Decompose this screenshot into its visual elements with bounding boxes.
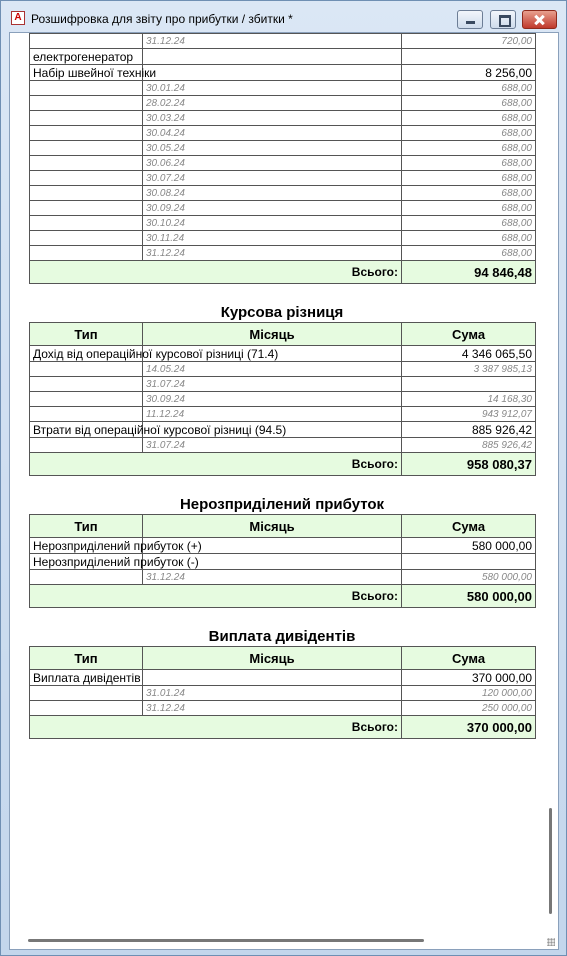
amount-cell: 580 000,00 <box>402 538 536 554</box>
vertical-scrollbar[interactable] <box>545 33 558 933</box>
column-header-amount: Сума <box>402 323 536 346</box>
amount-cell: 370 000,00 <box>402 670 536 686</box>
window-title: Розшифровка для звіту про прибутки / збитки * <box>31 12 293 26</box>
table-detail-row[interactable] <box>30 246 536 261</box>
type-cell <box>30 96 143 111</box>
table-detail-row[interactable] <box>30 231 536 246</box>
amount-cell: 8 256,00 <box>402 65 536 81</box>
total-label: Всього: <box>30 453 402 476</box>
report-content <box>10 33 542 933</box>
table-row[interactable] <box>30 538 536 554</box>
amount-cell <box>402 377 536 392</box>
total-row <box>30 585 536 608</box>
amount-cell: 688,00 <box>402 201 536 216</box>
type-cell <box>30 686 143 701</box>
type-cell <box>30 570 143 585</box>
table-header-row <box>30 647 536 670</box>
month-cell: 30.10.24 <box>143 216 402 231</box>
amount-cell: 688,00 <box>402 246 536 261</box>
amount-cell <box>402 49 536 65</box>
amount-cell: 688,00 <box>402 156 536 171</box>
month-cell: 30.11.24 <box>143 231 402 246</box>
type-cell <box>30 171 143 186</box>
month-cell: 30.05.24 <box>143 141 402 156</box>
amount-cell: 688,00 <box>402 111 536 126</box>
report-viewport <box>9 32 559 950</box>
month-cell: 30.03.24 <box>143 111 402 126</box>
type-cell: Виплата дивідентів <box>30 670 143 686</box>
column-header-month: Місяць <box>143 647 402 670</box>
month-cell: 14.05.24 <box>143 362 402 377</box>
total-label: Всього: <box>30 585 402 608</box>
type-cell <box>30 186 143 201</box>
type-cell <box>30 111 143 126</box>
total-row <box>30 453 536 476</box>
amount-cell: 14 168,30 <box>402 392 536 407</box>
amount-cell: 688,00 <box>402 171 536 186</box>
minimize-button[interactable] <box>457 10 483 29</box>
table-detail-row[interactable] <box>30 111 536 126</box>
month-cell: 31.01.24 <box>143 686 402 701</box>
app-report-icon: A <box>11 11 25 25</box>
depreciation-table <box>29 33 536 284</box>
amount-cell <box>402 554 536 570</box>
month-cell: 31.12.24 <box>143 34 402 49</box>
horizontal-scrollbar[interactable] <box>10 933 542 949</box>
amount-cell: 688,00 <box>402 96 536 111</box>
table-row[interactable] <box>30 346 536 362</box>
month-cell: 30.07.24 <box>143 171 402 186</box>
column-header-month: Місяць <box>143 515 402 538</box>
vertical-scroll-thumb[interactable] <box>549 808 552 914</box>
total-amount: 958 080,37 <box>402 453 536 476</box>
type-cell: Втрати від операційної курсової різниці (94.5) <box>30 422 143 438</box>
horizontal-scroll-thumb[interactable] <box>28 939 424 942</box>
type-cell <box>30 438 143 453</box>
total-amount: 94 846,48 <box>402 261 536 284</box>
total-label: Всього: <box>30 261 402 284</box>
table-detail-row[interactable] <box>30 407 536 422</box>
amount-cell: 688,00 <box>402 186 536 201</box>
type-cell <box>30 407 143 422</box>
month-cell <box>143 49 402 65</box>
amount-cell: 250 000,00 <box>402 701 536 716</box>
close-button[interactable] <box>522 10 557 29</box>
amount-cell: 688,00 <box>402 81 536 96</box>
maximize-button[interactable] <box>490 10 516 29</box>
table-detail-row[interactable] <box>30 96 536 111</box>
month-cell: 31.12.24 <box>143 246 402 261</box>
amount-cell: 943 912,07 <box>402 407 536 422</box>
amount-cell: 885 926,42 <box>402 438 536 453</box>
table-detail-row[interactable] <box>30 126 536 141</box>
amount-cell: 720,00 <box>402 34 536 49</box>
month-cell <box>143 65 402 81</box>
table-detail-row[interactable] <box>30 362 536 377</box>
column-header-amount: Сума <box>402 515 536 538</box>
type-cell <box>30 392 143 407</box>
type-cell <box>30 362 143 377</box>
month-cell: 30.04.24 <box>143 126 402 141</box>
type-cell: Дохід від операційної курсової різниці (71.4) <box>30 346 143 362</box>
title-bar[interactable] <box>1 1 566 31</box>
exchange-difference-table <box>29 322 536 476</box>
month-cell: 31.07.24 <box>143 377 402 392</box>
column-header-type: Тип <box>30 323 143 346</box>
type-cell: Нерозприділений прибуток (+) <box>30 538 143 554</box>
type-cell <box>30 156 143 171</box>
amount-cell: 3 387 985,13 <box>402 362 536 377</box>
type-cell <box>30 34 143 49</box>
retained-earnings-table <box>29 514 536 608</box>
type-cell <box>30 216 143 231</box>
type-cell <box>30 231 143 246</box>
section-title: Нерозприділений прибуток <box>179 496 385 513</box>
table-detail-row[interactable] <box>30 201 536 216</box>
table-detail-row[interactable] <box>30 156 536 171</box>
type-cell <box>30 377 143 392</box>
table-row[interactable] <box>30 670 536 686</box>
month-cell: 30.01.24 <box>143 81 402 96</box>
table-row[interactable] <box>30 65 536 81</box>
total-amount: 370 000,00 <box>402 716 536 739</box>
table-detail-row[interactable] <box>30 81 536 96</box>
total-row <box>30 716 536 739</box>
month-cell <box>143 670 402 686</box>
table-header-row <box>30 323 536 346</box>
table-detail-row[interactable] <box>30 34 536 49</box>
month-cell: 30.09.24 <box>143 201 402 216</box>
table-detail-row[interactable] <box>30 141 536 156</box>
type-cell <box>30 81 143 96</box>
column-header-type: Тип <box>30 647 143 670</box>
total-amount: 580 000,00 <box>402 585 536 608</box>
section-title: Виплата дивідентів <box>208 628 356 645</box>
dividends-table <box>29 646 536 739</box>
table-detail-row[interactable] <box>30 701 536 716</box>
type-cell <box>30 701 143 716</box>
month-cell: 30.06.24 <box>143 156 402 171</box>
month-cell: 31.07.24 <box>143 438 402 453</box>
amount-cell: 4 346 065,50 <box>402 346 536 362</box>
column-header-amount: Сума <box>402 647 536 670</box>
month-cell: 30.08.24 <box>143 186 402 201</box>
amount-cell: 580 000,00 <box>402 570 536 585</box>
amount-cell: 688,00 <box>402 231 536 246</box>
amount-cell: 120 000,00 <box>402 686 536 701</box>
table-detail-row[interactable] <box>30 377 536 392</box>
resize-grip-icon[interactable] <box>547 938 555 946</box>
table-row[interactable] <box>30 554 536 570</box>
table-row[interactable] <box>30 422 536 438</box>
column-header-month: Місяць <box>143 323 402 346</box>
table-header-row <box>30 515 536 538</box>
type-cell: електрогенератор <box>30 49 143 65</box>
table-row[interactable] <box>30 49 536 65</box>
column-header-type: Тип <box>30 515 143 538</box>
amount-cell: 688,00 <box>402 126 536 141</box>
total-label: Всього: <box>30 716 402 739</box>
section-title: Курсова різниця <box>220 304 344 321</box>
type-cell <box>30 201 143 216</box>
table-detail-row[interactable] <box>30 570 536 585</box>
table-detail-row[interactable] <box>30 438 536 453</box>
month-cell: 28.02.24 <box>143 96 402 111</box>
table-detail-row[interactable] <box>30 392 536 407</box>
table-detail-row[interactable] <box>30 216 536 231</box>
amount-cell: 688,00 <box>402 141 536 156</box>
type-cell: Нерозприділений прибуток (-) <box>30 554 143 570</box>
table-detail-row[interactable] <box>30 171 536 186</box>
table-detail-row[interactable] <box>30 186 536 201</box>
total-row <box>30 261 536 284</box>
month-cell: 31.12.24 <box>143 701 402 716</box>
type-cell <box>30 246 143 261</box>
type-cell: Набір швейної техніки <box>30 65 143 81</box>
type-cell <box>30 141 143 156</box>
month-cell: 30.09.24 <box>143 392 402 407</box>
table-detail-row[interactable] <box>30 686 536 701</box>
amount-cell: 688,00 <box>402 216 536 231</box>
month-cell: 11.12.24 <box>143 407 402 422</box>
month-cell: 31.12.24 <box>143 570 402 585</box>
amount-cell: 885 926,42 <box>402 422 536 438</box>
type-cell <box>30 126 143 141</box>
